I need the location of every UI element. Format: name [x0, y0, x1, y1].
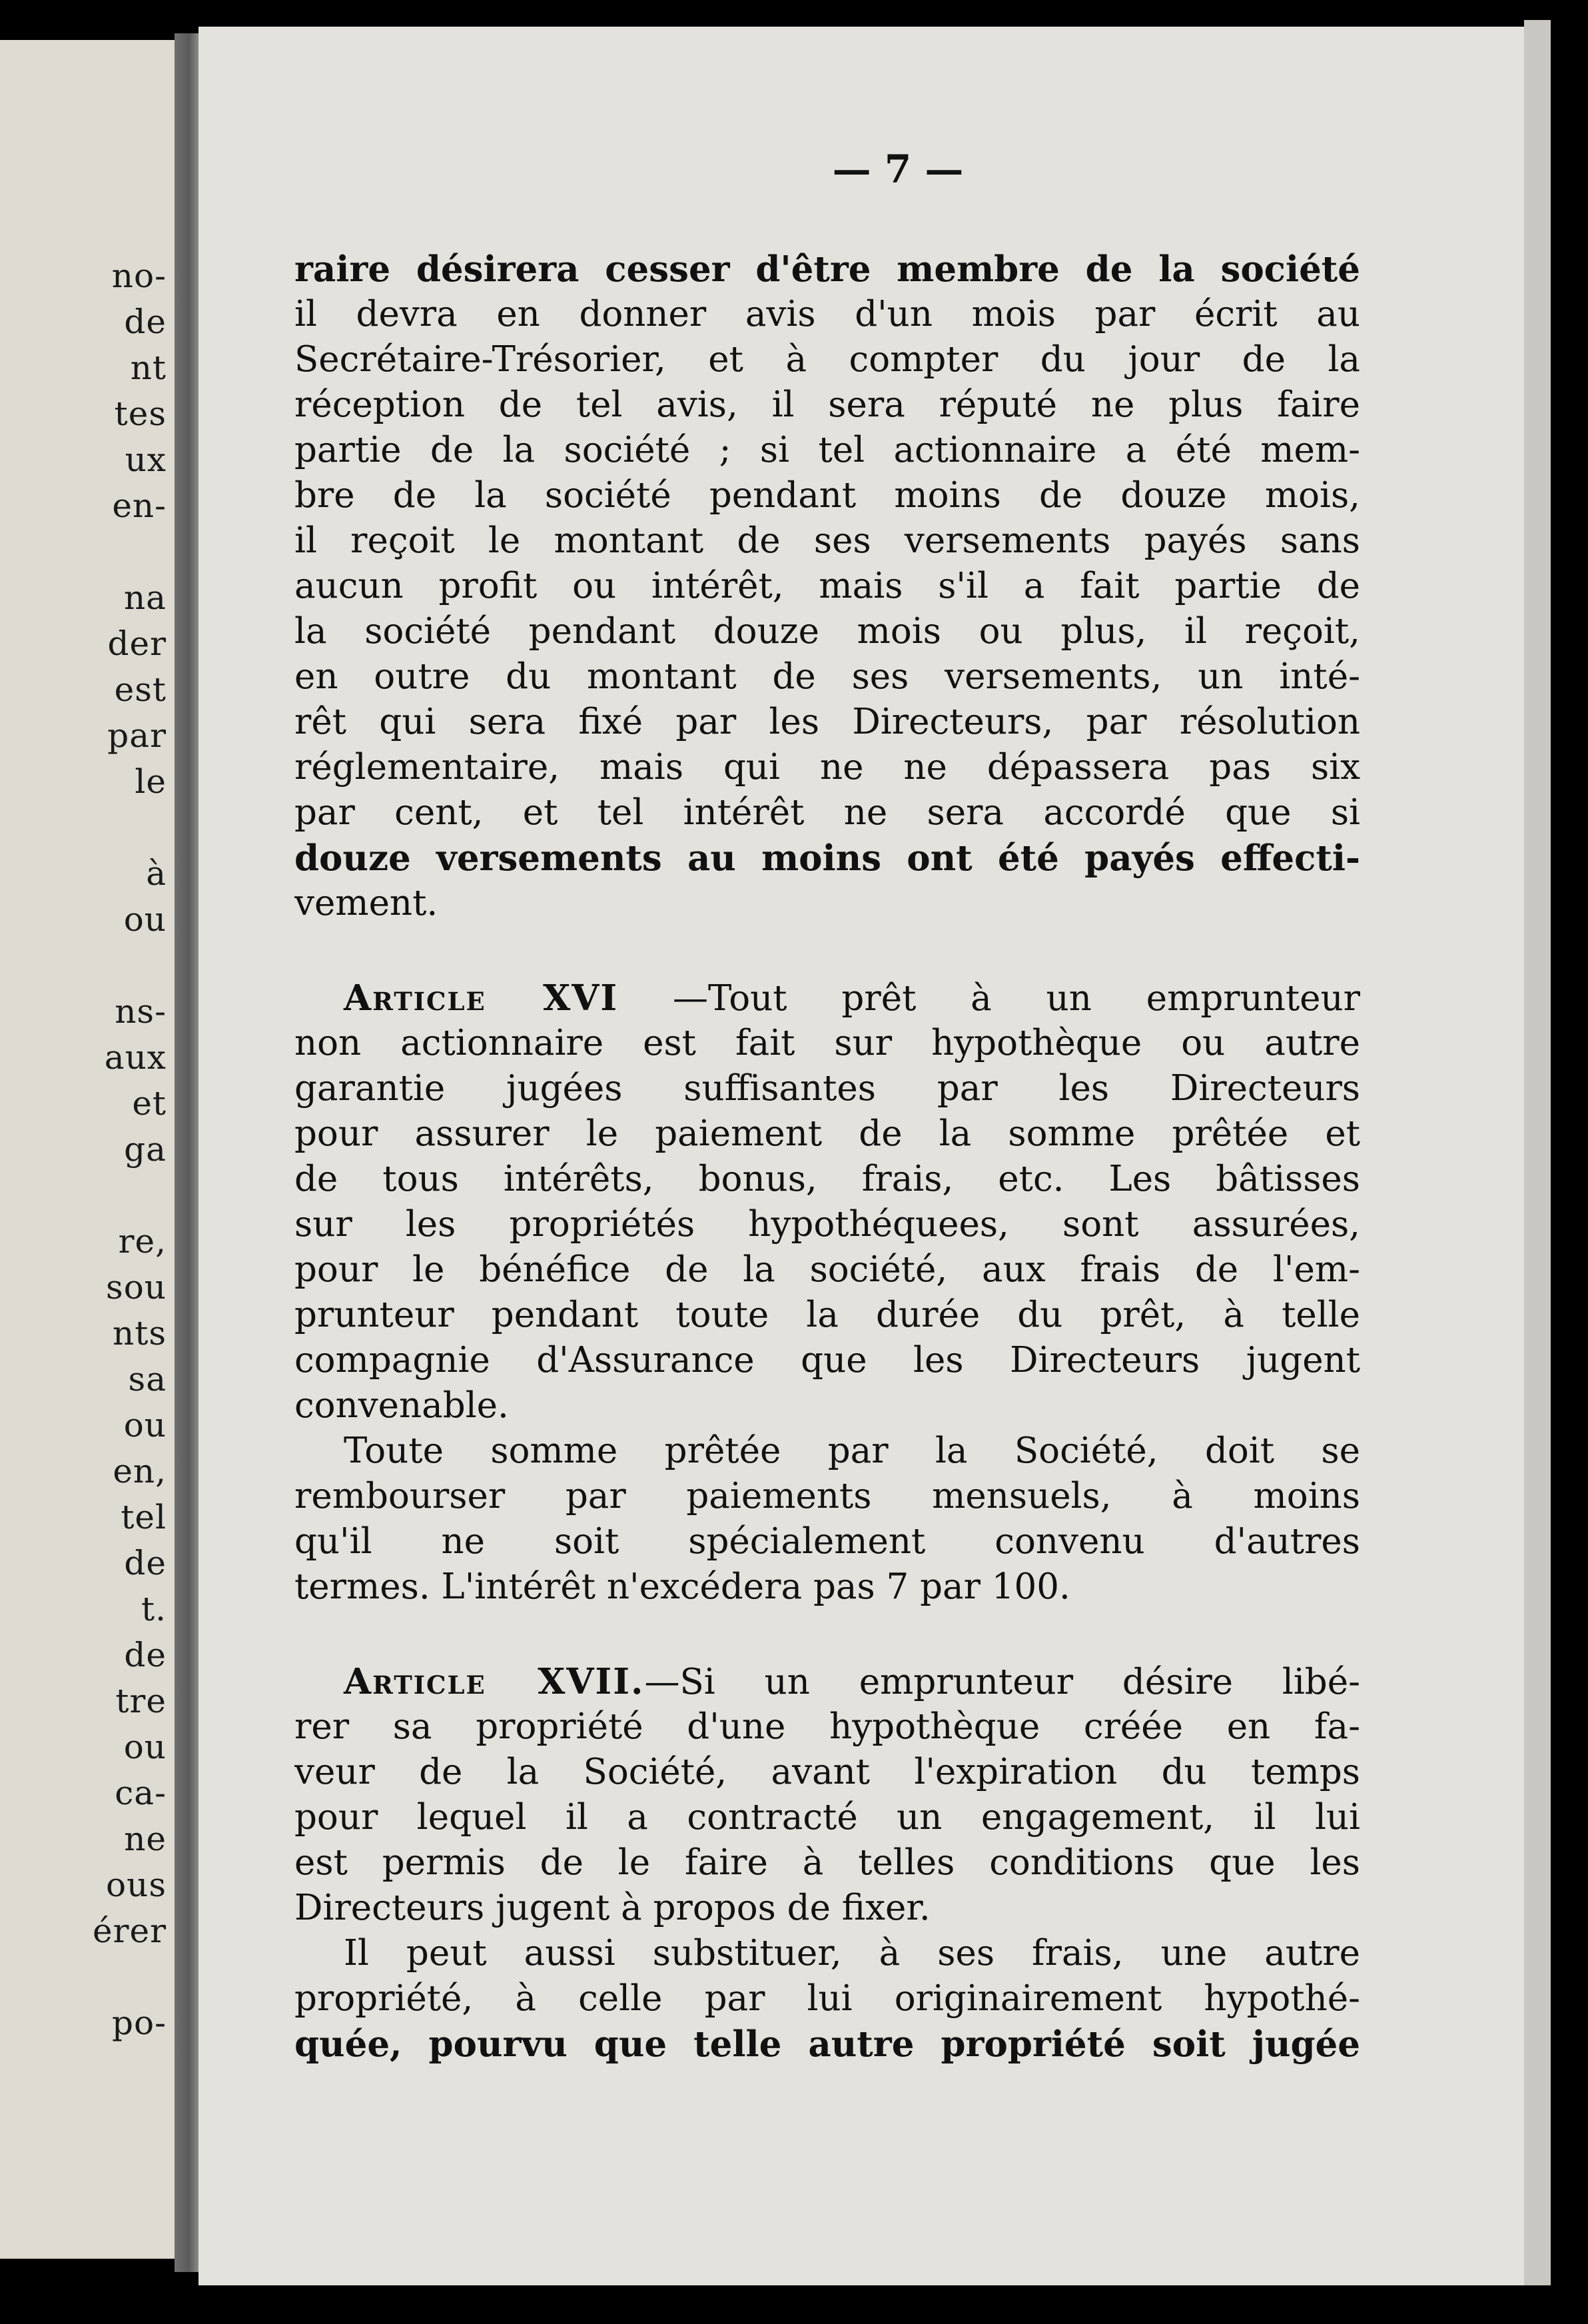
previous-page-line: [0, 1173, 167, 1219]
text-line: partie de la société ; si tel actionnaire a été mem-: [294, 430, 1360, 470]
previous-page-line: en-: [112, 486, 167, 525]
text-line: [294, 1659, 1360, 1704]
binding-gutter: [175, 33, 198, 2272]
text-line: il devra en donner avis d'un mois par écrit au: [294, 294, 1360, 334]
text-line: rer sa propriété d'une hypothèque créée en fa-: [294, 1706, 1360, 1747]
text-line: est permis de le faire à telles conditions que les: [294, 1842, 1360, 1883]
previous-page-line: ne: [124, 1820, 167, 1858]
previous-page-line: no-: [111, 257, 167, 295]
text-line: vement.: [294, 883, 438, 923]
text-line: par cent, et tel intérêt ne sera accordé que si: [294, 792, 1360, 833]
text-line: prunteur pendant toute la durée du prêt, à telle: [294, 1295, 1360, 1335]
previous-page-line: de: [124, 302, 167, 341]
article-xvii: [294, 1659, 1360, 1931]
text-line: sur les propriétés hypothéquees, sont assurées,: [294, 1204, 1360, 1245]
text-line: réglementaire, mais qui ne ne dépassera pas six: [294, 747, 1360, 788]
text-line: de tous intérêts, bonus, frais, etc. Les bâtisses: [294, 1159, 1360, 1199]
previous-page-line: érer: [93, 1912, 167, 1950]
text-line: Toute somme prêtée par la Société, doit se: [344, 1431, 1360, 1471]
paragraph-continuation: [294, 247, 1360, 926]
previous-page-line: tre: [115, 1682, 167, 1720]
previous-page-text: [0, 253, 167, 2046]
previous-page-line: est: [114, 670, 167, 709]
text-line: douze versements au moins ont été payés effecti-: [294, 838, 1360, 879]
article-first-line: —Si un emprunteur désire libé-: [644, 1662, 1360, 1702]
previous-page-line: po-: [111, 2004, 167, 2042]
text-line: quée, pourvu que telle autre propriété soit jugée: [294, 2024, 1360, 2065]
text-line: rembourser par paiements mensuels, à moins: [294, 1476, 1360, 1516]
text-line: bre de la société pendant moins de douze mois,: [294, 475, 1360, 516]
article-label: Article XVI: [344, 977, 619, 1019]
previous-page-line: ou: [123, 900, 167, 939]
previous-page-line: sa: [128, 1360, 167, 1399]
text-line: non actionnaire est fait sur hypothèque ou autre: [294, 1023, 1360, 1063]
text-line: pour assurer le paiement de la somme prêtée et: [294, 1113, 1360, 1154]
paragraph-gap: [294, 1610, 1360, 1659]
previous-page-fragment: [0, 40, 180, 2259]
text-line: Directeurs jugent à propos de fixer.: [294, 1888, 931, 1928]
text-line: pour le bénéfice de la société, aux frais de l'em-: [294, 1249, 1360, 1290]
previous-page-line: sou: [106, 1268, 167, 1307]
previous-page-line: à: [146, 854, 167, 893]
text-line: raire désirera cesser d'être membre de la société: [294, 249, 1360, 290]
paragraph-substitution: [294, 1931, 1360, 2067]
previous-page-line: aux: [104, 1038, 167, 1077]
text-line: garantie jugées suffisantes par les Directeurs: [294, 1068, 1360, 1109]
text-line: aucun profit ou intérêt, mais s'il a fait partie de: [294, 566, 1360, 606]
text-line: il reçoit le montant de ses versements payés sans: [294, 520, 1360, 561]
previous-page-line: re,: [118, 1222, 167, 1261]
page-number: — 7 —: [832, 147, 964, 192]
text-line: qu'il ne soit spécialement convenu d'autres: [294, 1521, 1360, 1562]
previous-page-line: der: [107, 624, 167, 663]
paragraph-gap: [294, 926, 1360, 975]
text-line: veur de la Société, avant l'expiration du temps: [294, 1752, 1360, 1792]
previous-page-line: t.: [141, 1590, 167, 1628]
text-line: compagnie d'Assurance que les Directeurs jugent: [294, 1340, 1360, 1381]
current-page: [198, 27, 1524, 2285]
text-line: convenable.: [294, 1385, 509, 1426]
paragraph-repayment: [294, 1429, 1360, 1610]
article-first-line: —Tout prêt à un emprunteur: [673, 978, 1360, 1019]
previous-page-line: tes: [114, 394, 167, 433]
previous-page-line: ns-: [115, 992, 167, 1031]
previous-page-line: par: [107, 716, 167, 755]
previous-page-line: [0, 1954, 167, 2000]
previous-page-line: et: [132, 1084, 167, 1123]
article-label: Article XVII.: [344, 1661, 645, 1702]
previous-page-line: [0, 943, 167, 989]
text-line: termes. L'intérêt n'excédera pas 7 par 100.: [294, 1566, 1070, 1607]
text-line: [294, 975, 1360, 1021]
previous-page-line: ux: [125, 440, 167, 479]
previous-page-line: nt: [130, 348, 167, 387]
previous-page-line: de: [124, 1636, 167, 1674]
previous-page-line: ga: [124, 1130, 167, 1169]
previous-page-line: ca-: [115, 1774, 167, 1812]
previous-page-line: le: [135, 762, 167, 801]
previous-page-line: na: [123, 578, 167, 617]
text-line: réception de tel avis, il sera réputé ne plus faire: [294, 384, 1360, 425]
text-line: rêt qui sera fixé par les Directeurs, par résolution: [294, 702, 1360, 742]
text-line: Il peut aussi substituer, à ses frais, une autre: [344, 1933, 1360, 1974]
previous-page-line: ous: [106, 1866, 167, 1904]
text-line: propriété, à celle par lui originairement hypothé-: [294, 1978, 1360, 2019]
text-line: la société pendant douze mois ou plus, il reçoit,: [294, 611, 1360, 652]
previous-page-line: de: [124, 1544, 167, 1582]
previous-page-line: [0, 805, 167, 851]
previous-page-line: ou: [123, 1406, 167, 1445]
previous-page-line: [0, 529, 167, 575]
page-edge: [1524, 20, 1551, 2285]
text-line: en outre du montant de ses versements, un inté-: [294, 656, 1360, 697]
previous-page-line: nts: [113, 1314, 167, 1353]
previous-page-line: ou: [123, 1728, 167, 1766]
article-xvi: [294, 975, 1360, 1429]
previous-page-line: tel: [121, 1498, 167, 1536]
text-line: pour lequel il a contracté un engagement, il lui: [294, 1797, 1360, 1838]
previous-page-line: en,: [113, 1452, 167, 1490]
text-line: Secrétaire-Trésorier, et à compter du jour de la: [294, 339, 1360, 380]
page-body: [294, 247, 1360, 2067]
